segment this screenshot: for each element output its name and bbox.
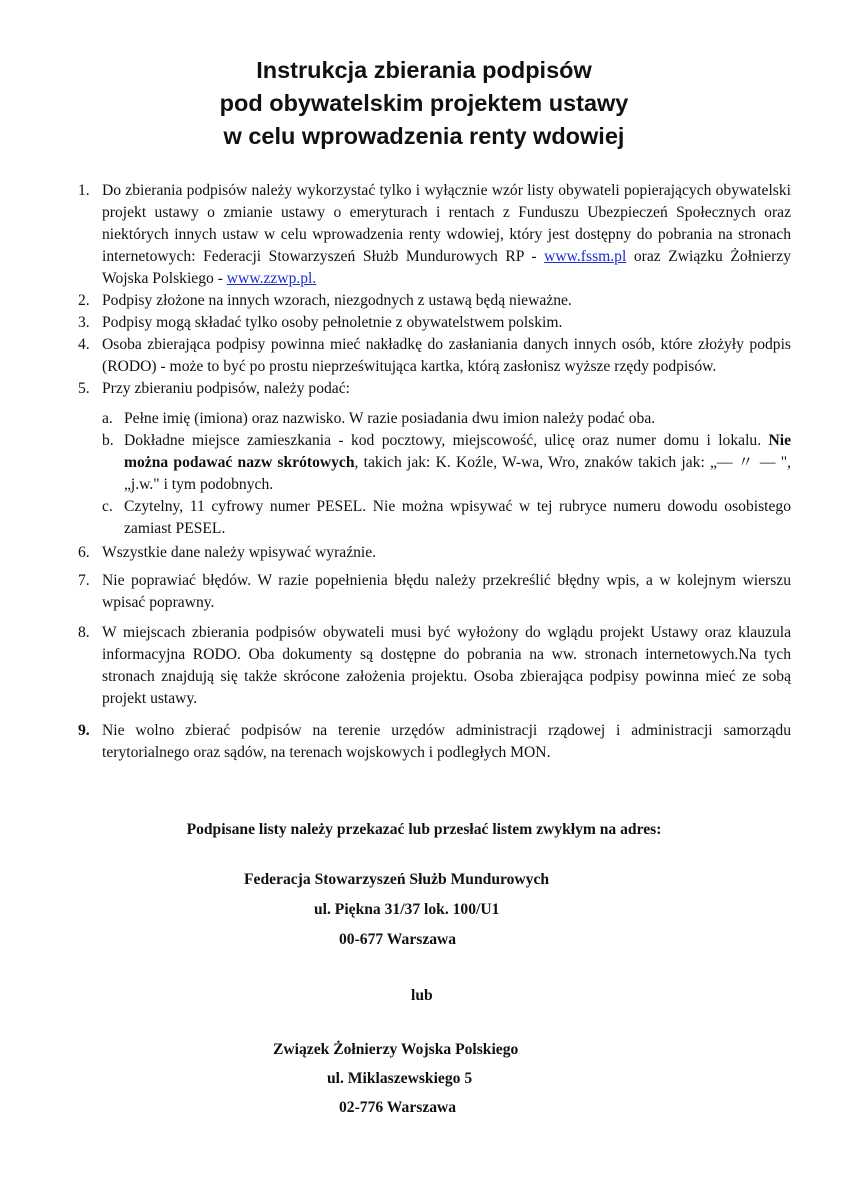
item-number: 9.	[78, 722, 90, 739]
address1-name: Federacja Stowarzyszeń Służb Mundurowych	[244, 871, 550, 888]
zzwp-link[interactable]: www.zzwp.pl.	[226, 270, 317, 287]
item-number: 5.	[78, 380, 90, 397]
list-item-6	[78, 542, 791, 564]
item-number: 8.	[78, 624, 90, 641]
item-number: 1.	[78, 182, 90, 199]
mailing-instruction: Podpisane listy należy przekazać lub przesłać listem zwykłym na adres:	[186, 821, 662, 838]
instructions-list	[78, 180, 791, 764]
document-title	[0, 54, 848, 153]
item-number: 3.	[78, 314, 90, 331]
item-number: 2.	[78, 292, 90, 309]
sub-text-bold: Nie można podawać nazw skrótowych	[124, 432, 791, 471]
item-text: W miejscach zbierania podpisów obywateli musi być wyłożony do wglądu projekt Ustawy oraz klauzula informacyjna RODO. Oba dokumenty są dostępne do pobrania na ww. stronach internetowych.Na tych stronach znajdują się także skrócone założenia projektu. Osoba zbierająca podpisy powinna mieć ze sobą projekt ustawy.	[102, 624, 791, 707]
sub-letter: b.	[102, 432, 114, 449]
address1-street: ul. Piękna 31/37 lok. 100/U1	[314, 901, 500, 918]
item-text-cont: oraz Związku Żołnierzy Wojska Polskiego -	[102, 248, 791, 287]
list-item-1	[78, 180, 791, 290]
sub-text-cont: , takich jak: K. Koźle, W-wa, Wro, znaków takich jak: „— 〃 — ", „j.w." i tym podobnych.	[124, 454, 791, 493]
item-text: Nie poprawiać błędów. W razie popełnienia błędu należy przekreślić błędny wpis, a w kolejnym wierszu wpisać poprawny.	[102, 572, 791, 611]
address2-city: 02-776 Warszawa	[339, 1099, 457, 1116]
or-separator: lub	[411, 987, 433, 1004]
list-item-7	[78, 570, 791, 614]
list-item-9	[78, 720, 791, 764]
sublist-item-a	[78, 408, 791, 430]
sublist-item-c	[78, 496, 791, 540]
item-text: Wszystkie dane należy wpisywać wyraźnie.	[102, 544, 377, 561]
title-line-1: Instrukcja zbierania podpisów	[256, 57, 592, 83]
sub-letter: a.	[102, 410, 113, 427]
title-line-2: pod obywatelskim projektem ustawy	[219, 90, 629, 116]
sub-text: Pełne imię (imiona) oraz nazwisko. W razie posiadania dwu imion należy podać oba.	[124, 410, 656, 427]
address1-city: 00-677 Warszawa	[339, 931, 457, 948]
sub-text: Czytelny, 11 cyfrowy numer PESEL. Nie można wpisywać w tej rubryce numeru dowodu osobistego zamiast PESEL.	[124, 498, 791, 537]
item-number: 6.	[78, 544, 90, 561]
item-text: Podpisy złożone na innych wzorach, niezgodnych z ustawą będą nieważne.	[102, 292, 572, 309]
list-item-5	[78, 378, 791, 400]
item-text: Przy zbieraniu podpisów, należy podać:	[102, 380, 350, 397]
sub-text: Dokładne miejsce zamieszkania - kod pocztowy, miejscowość, ulicę oraz numer domu i lokalu.	[124, 432, 769, 449]
title-line-3: w celu wprowadzenia renty wdowiej	[223, 123, 625, 149]
list-item-3	[78, 312, 791, 334]
sublist-item-b	[78, 430, 791, 496]
item-number: 7.	[78, 572, 90, 589]
item-text: Nie wolno zbierać podpisów na terenie urzędów administracji rządowej i administracji samorządu terytorialnego oraz sądów, na terenach wojskowych i podległych MON.	[102, 722, 791, 761]
list-item-2	[78, 290, 791, 312]
fssm-link[interactable]: www.fssm.pl	[544, 248, 627, 265]
list-item-8	[78, 622, 791, 710]
address2-name: Związek Żołnierzy Wojska Polskiego	[273, 1041, 519, 1058]
item-number: 4.	[78, 336, 90, 353]
address2-street: ul. Miklaszewskiego 5	[327, 1070, 473, 1087]
list-item-4	[78, 334, 791, 378]
item-text: Do zbierania podpisów należy wykorzystać tylko i wyłącznie wzór listy obywateli popierających obywatelski projekt ustawy o zmianie ustawy o emeryturach i rentach z Funduszu Ubezpieczeń Społecznych oraz niektórych innych ustaw w celu wprowadzenia renty wdowiej, który jest dostępny do pobrania na stronach internetowych: Federacji Stowarzyszeń Służb Mundurowych RP -	[102, 182, 791, 265]
sub-letter: c.	[102, 498, 113, 515]
item-text: Osoba zbierająca podpisy powinna mieć nakładkę do zasłaniania danych innych osób, które złożyły podpis (RODO) - może to być po prostu nieprześwitująca kartka, którą zasłonisz wyższe rzędy podpisów.	[102, 336, 791, 375]
item-text: Podpisy mogą składać tylko osoby pełnoletnie z obywatelstwem polskim.	[102, 314, 563, 331]
